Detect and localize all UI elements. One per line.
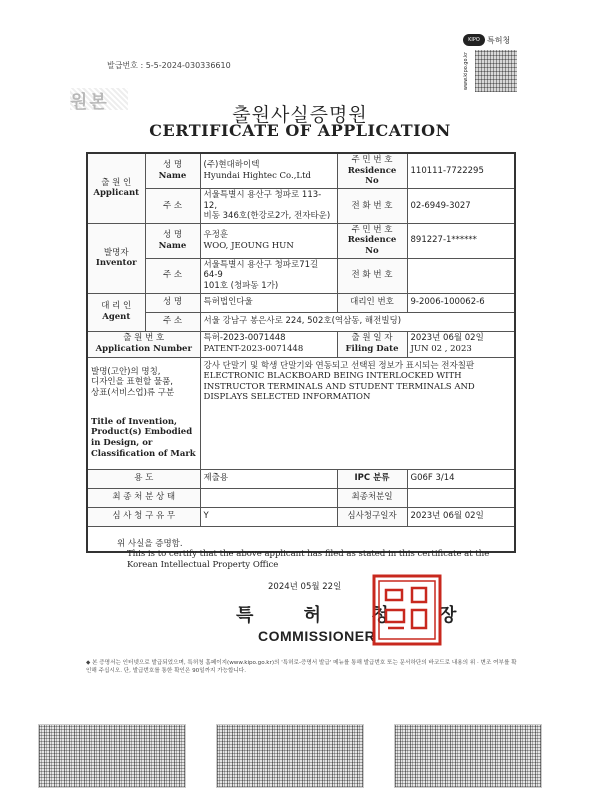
commissioner-korean: 특 허 청 장 (236, 605, 479, 626)
commissioner-english: COMMISSIONER (258, 628, 376, 644)
inventor-address: 서울특별시 용산구 청파로71길 64-9 101호 (청파동 1가) (200, 258, 337, 293)
agent-number-label: 대리인 번호 (337, 293, 407, 312)
original-mark: 원본 (70, 88, 128, 110)
final-status-label: 최 종 처 분 상 태 (87, 488, 200, 507)
official-seal-icon (372, 574, 442, 646)
applicant-residence-label: 주 민 번 호 Residence No (337, 153, 407, 188)
application-number: 특허-2023-0071448 PATENT-2023-0071448 (200, 331, 337, 357)
agent-label: 대 리 인 Agent (87, 293, 145, 331)
barcode-icon (394, 724, 542, 788)
agent-number: 9-2006-100062-6 (407, 293, 515, 312)
inventor-address-label: 주 소 (145, 258, 200, 293)
inventor-name-label: 성 명 Name (145, 223, 200, 258)
invention-title-label: 발명(고안)의 명칭, 디자인을 표현할 물품, 상표(서비스업)류 구분 Title of Invention, Product(s) Embodied in Design, or Classification of Mark (87, 357, 200, 469)
final-status-date-label: 최종처분일 (337, 488, 407, 507)
applicant-address-label: 주 소 (145, 188, 200, 223)
usage-label: 용 도 (87, 469, 200, 488)
issue-date: 2024년 05월 22일 (268, 582, 342, 592)
applicant-label: 출 원 인 Applicant (87, 153, 145, 223)
invention-title: 강사 단말기 및 학생 단말기와 연동되고 선택된 정보가 표시되는 전자칠판 ELECTRONIC BLACKBOARD BEING INTERLOCKED WITH INSTRUCTOR TERMINALS AND STUDENT TERMINALS AND DISPLAYS SELECTED INFORMATION (200, 357, 515, 469)
inventor-tel (407, 258, 515, 293)
applicant-tel-label: 전 화 번 호 (337, 188, 407, 223)
agent-address: 서울 강남구 봉은사로 224, 502호(역삼동, 해전빌딩) (200, 312, 515, 331)
filing-date-label: 출 원 일 자 Filing Date (337, 331, 407, 357)
inventor-residence-label: 주 민 번 호 Residence No (337, 223, 407, 258)
final-status-date (407, 488, 515, 507)
agent-address-label: 주 소 (145, 312, 200, 331)
final-status-value (200, 488, 337, 507)
applicant-tel: 02-6949-3027 (407, 188, 515, 223)
barcode-icon (216, 724, 364, 788)
exam-request-date-label: 심사청구일자 (337, 507, 407, 526)
exam-request-date: 2023년 06월 02일 (407, 507, 515, 526)
usage-value: 제출용 (200, 469, 337, 488)
kipo-logo-icon: KIPO (463, 34, 485, 46)
filing-date: 2023년 06월 02일 JUN 02 , 2023 (407, 331, 515, 357)
inventor-label: 발명자 Inventor (87, 223, 145, 293)
agent-name-label: 성 명 (145, 293, 200, 312)
inventor-residence-no: 891227-1****** (407, 223, 515, 258)
certify-statement-korean: 위 사실을 증명함. (117, 539, 183, 549)
title-english: CERTIFICATE OF APPLICATION (149, 121, 451, 140)
kipo-mark (463, 34, 521, 92)
kipo-name: 특허청 (487, 36, 511, 45)
ipc-value: G06F 3/14 (407, 469, 515, 488)
applicant-name-label: 성 명 Name (145, 153, 200, 188)
applicant-address: 서울특별시 용산구 청파로 113-12, 비동 346호(한강로2가, 전자타운) (200, 188, 337, 223)
barcode-icon (38, 724, 186, 788)
footnote: ◆ 본 증명서는 인터넷으로 발급되었으며, 특허청 홈페이지(www.kipo.go.kr)의 '특허로-증명서 발급' 메뉴를 통해 발급번호 또는 문서하단의 바코드로 내용의 위 · 변조 여부를 확인해 주십시오. 단, 발급번호를 통한 확인은 90일까지 가능합니다. (86, 660, 517, 675)
inventor-tel-label: 전 화 번 호 (337, 258, 407, 293)
ipc-label: IPC 분류 (337, 469, 407, 488)
exam-request-value: Y (200, 507, 337, 526)
application-number-label: 출 원 번 호 Application Number (87, 331, 200, 357)
certify-statement-english: This is to certify that the above applicant has filed as stated in this certificate at the Korean Intellectual Property Office (127, 549, 490, 571)
applicant-residence-no: 110111-7722295 (407, 153, 515, 188)
certificate-table (86, 152, 516, 553)
applicant-name: (주)현대하이텍 Hyundai Hightec Co.,Ltd (200, 153, 337, 188)
qr-code-icon (475, 50, 517, 92)
kipo-url: www.kipo.go.kr (463, 52, 469, 91)
exam-request-label: 심 사 청 구 유 무 (87, 507, 200, 526)
issue-number: 발급번호 : 5-5-2024-030336610 (107, 61, 231, 70)
agent-name: 특허법인다울 (200, 293, 337, 312)
inventor-name: 우정훈 WOO, JEOUNG HUN (200, 223, 337, 258)
title-korean: 출원사실증명원 (232, 104, 368, 126)
